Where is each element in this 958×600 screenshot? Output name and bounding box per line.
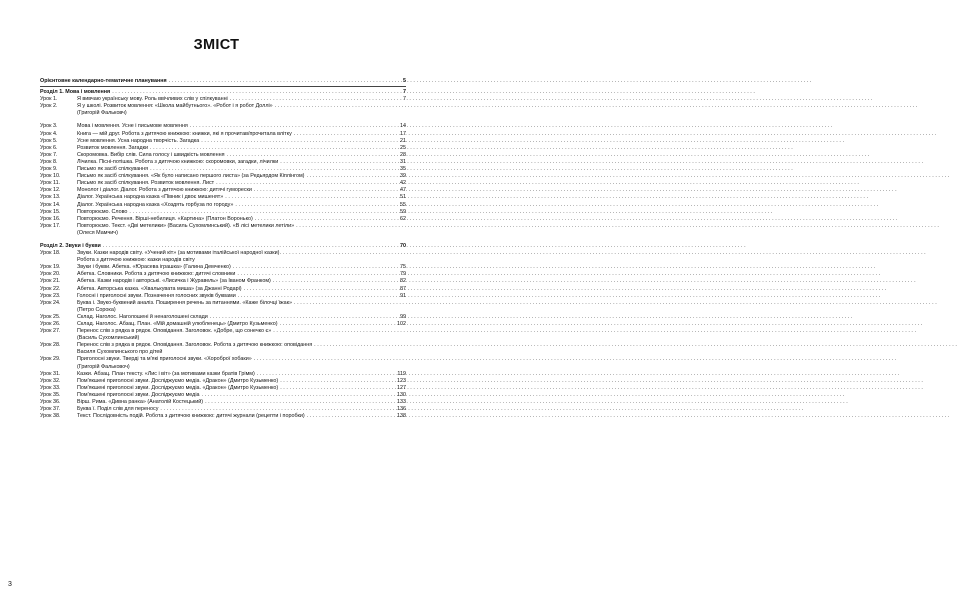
toc-lesson-label: Урок 32. (40, 377, 61, 384)
toc-entry (40, 138, 406, 145)
toc-lesson-label: Урок 24. (40, 299, 61, 306)
toc-entry (40, 257, 406, 264)
toc-section (40, 78, 406, 85)
toc-entry (40, 392, 406, 399)
dot-leader (237, 271, 396, 278)
toc-lesson-label: Урок 36. (40, 399, 61, 406)
toc-page-number: 25 (400, 144, 406, 151)
toc-entry-text: Я у школі. Розвиток мовлення: «Школа майбутнього». «Робот і я робот Доллі» (77, 103, 273, 110)
dot-leader (254, 187, 396, 194)
toc-entry (40, 123, 406, 130)
dot-leader (255, 216, 396, 223)
toc-lesson-label: Урок 29. (40, 356, 61, 363)
toc-page-number: 82 (400, 278, 406, 285)
toc-entry (40, 202, 406, 209)
toc-page-number: 59 (400, 208, 406, 215)
toc-entry-text: Василя Сухомлинського про дітей (77, 349, 163, 356)
toc-entry-text: Склад. Наголос. Наголошені й ненаголошені склади (77, 313, 208, 320)
toc-entry-text: (Василь Сухомлинський) (77, 335, 140, 342)
dot-leader (129, 209, 396, 216)
toc-page-number: 39 (400, 173, 406, 180)
toc-lesson-label: Урок 11. (40, 180, 61, 187)
toc-entry-text: Розділ 1. Мова і мовлення (40, 89, 111, 96)
toc-entry-text: Діалог. Українська народна казка «Хоздять горбуза по городу» (77, 201, 234, 208)
toc-entry (40, 230, 406, 237)
dot-leader (280, 385, 395, 392)
toc-entry-text: Письмо як засіб спілкування. «Як було написано першого листа» (за Редьярдом Кіплінгом) (77, 173, 305, 180)
toc-entry (40, 159, 406, 166)
dot-leader (244, 286, 396, 293)
toc-entry-text: Письмо як засіб спілкування. Розвиток мовлення. Лист (77, 180, 215, 187)
toc-entry (40, 314, 406, 321)
toc-page-number: 130 (397, 391, 406, 398)
page-number: 3 (8, 581, 12, 588)
dot-leader (294, 300, 396, 307)
toc-entry (40, 180, 406, 187)
toc-entry (40, 152, 406, 159)
toc-entry-text: Перенос слів з рядка в рядок. Оповідання. Заголовок. «Добре, що сонечко є» (77, 328, 272, 335)
toc-page-number: 7 (403, 96, 406, 103)
toc-entry-text: Повторюємо. Слово (77, 208, 128, 215)
dot-leader (112, 89, 396, 96)
toc-entry (40, 356, 406, 363)
toc-lesson-label: Урок 17. (40, 222, 61, 229)
toc-entry-text: Буква ї. Поділ слів для переносу (77, 406, 159, 413)
dot-leader (216, 180, 396, 187)
toc-entry-text: Пом'якшені приголосні звуки. Досліджуємо медіа. «Дракон» (Дмитро Кузьменко) (77, 377, 279, 384)
toc-entry-text: Скоромовка. Вибір слів. Сила голосу і швидкість мовлення (77, 151, 225, 158)
toc-page-number: 51 (400, 194, 406, 201)
toc-entry-text: Книга — мій друг. Робота з дитячою книжкою: книжки, які я прочитав/прочитала влітку (77, 130, 292, 137)
toc-page-number: 133 (397, 399, 406, 406)
toc-entry-text: Пом'якшені приголосні звуки. Досліджуємо медіа. «Дракон» (Дмитро Кузьменко) (77, 384, 279, 391)
toc-lesson-label: Урок 6. (40, 144, 58, 151)
toc-entry (40, 293, 406, 300)
toc-page-number: 70 (400, 242, 406, 249)
toc-lesson-label: Урок 10. (40, 173, 61, 180)
dot-leader (280, 321, 395, 328)
toc-entry-text: Буква і. Звуко-буквений аналіз. Поширення речень за питаннями. «Каже білочці їжак» (77, 299, 293, 306)
toc-entry-text: Повторюємо. Речення. Вірші-небилиця. «Картина» (Платон Воронько) (77, 215, 253, 222)
table-of-contents (40, 78, 406, 420)
toc-entry-text: Письмо як засіб спілкування (77, 166, 149, 173)
toc-entry-text: Текст. Послідовність подій. Робота з дитячою книжкою: дитячі журнали (рецепти і поробки) (77, 413, 305, 420)
toc-entry-text: Склад. Наголос. Абзац. План. «Мій домашній улюбленець» (Дмитро Кузьменко) (77, 321, 278, 327)
toc-lesson-label: Урок 35. (40, 391, 61, 398)
toc-lesson-label: Урок 2. (40, 103, 58, 110)
toc-entry-text: Орієнтовне календарно-тематичне планування (40, 78, 167, 84)
dot-leader (273, 278, 396, 285)
toc-lesson-label: Урок 14. (40, 201, 61, 208)
toc-page-number: 138 (397, 413, 406, 420)
toc-entry (40, 264, 406, 271)
toc-entry-text: Повторюємо. Текст. «Дві метелики» (Василь Сухомлинський). «В лісі метелики летіли» (77, 222, 295, 229)
toc-entry (40, 209, 406, 216)
toc-lesson-label: Урок 33. (40, 384, 61, 391)
toc-lesson-label: Урок 16. (40, 215, 61, 222)
dot-leader (280, 378, 395, 385)
dot-leader (205, 399, 395, 406)
toc-lesson-label: Урок 19. (40, 264, 61, 271)
toc-lesson-label: Урок 3. (40, 123, 58, 130)
toc-entry (40, 385, 406, 392)
toc-page-number: 21 (400, 137, 406, 144)
toc-entry (40, 110, 406, 117)
toc-page-number: 47 (400, 187, 406, 194)
toc-entry (40, 378, 406, 385)
toc-entry-text: Я вивчаю українську мову. Роль ввічливих слів у спілкуванні (77, 96, 228, 103)
dot-leader (294, 131, 396, 138)
toc-entry (40, 145, 406, 152)
toc-page-number: 5 (403, 78, 406, 84)
toc-entry (40, 349, 406, 356)
toc-entry-text: Абетка. Авторська казка. «Хвалькувата миша» (за Джанні Родарі) (77, 285, 242, 292)
toc-lesson-label: Урок 20. (40, 271, 61, 278)
toc-lesson-label: Урок 31. (40, 370, 61, 377)
toc-entry-text: Пом'якшені приголосні звуки. Досліджуємо медіа (77, 391, 200, 398)
toc-lesson-label: Урок 8. (40, 158, 58, 165)
toc-entry (40, 278, 406, 285)
toc-lesson-label: Урок 26. (40, 321, 61, 327)
page-title: ЗМІСТ (193, 37, 240, 53)
dot-leader (307, 413, 395, 420)
toc-entry (40, 307, 406, 314)
dot-leader (257, 371, 396, 378)
toc-entry-text: Голосні і приголосні звуки. Позначення голосних звуків буквами (77, 292, 236, 299)
dot-leader (296, 223, 396, 230)
toc-entry (40, 371, 406, 378)
dot-leader (150, 166, 396, 173)
toc-entry-text: Абетка. Казки народів і авторські. «Лисичка і Журавель» (за Іваном Франком) (77, 278, 271, 285)
toc-entry (40, 223, 406, 230)
dot-leader (227, 152, 396, 159)
toc-entry-text: (Петро Сорока) (77, 306, 116, 313)
toc-page-number: 14 (400, 123, 406, 130)
toc-entry-text: Звуки. Казки народів світу. «Учений кіт» (за мотивами італійської народної казки). (77, 250, 281, 257)
toc-page-number: 79 (400, 271, 406, 278)
toc-entry-text: Приголосні звуки. Тверді та м'які приголосні звуки. «Хороброї хобаки» (77, 356, 252, 363)
toc-page-number: 35 (400, 166, 406, 173)
toc-page-number: 31 (400, 158, 406, 165)
toc-entry (40, 173, 406, 180)
toc-entry-text: Звуки і букви. Абетка. «Юрасева іграшка» (Галина Демченко) (77, 264, 231, 271)
toc-entry (40, 187, 406, 194)
toc-entry-text: Перенос слів з рядка в рядок. Оповідання. Заголовок. Робота з дитячою книжкою: оповідання (77, 342, 313, 349)
toc-lesson-label: Урок 4. (40, 130, 58, 137)
toc-page-number: 99 (400, 313, 406, 320)
toc-entry-text: (Олеся Мамчич) (77, 229, 118, 236)
toc-page-number: 7 (403, 89, 406, 96)
toc-entry (40, 216, 406, 223)
toc-entry-text: Розділ 2. Звуки і букви (40, 242, 101, 249)
dot-leader (283, 250, 396, 257)
toc-entry (40, 300, 406, 307)
toc-page-number: 87 (400, 285, 406, 292)
dot-leader (235, 202, 396, 209)
dot-leader (150, 145, 396, 152)
toc-page-number: 17 (400, 130, 406, 137)
toc-entry (40, 194, 406, 201)
toc-entry (40, 271, 406, 278)
dot-leader (210, 314, 396, 321)
dot-leader (202, 392, 395, 399)
toc-page-number: 42 (400, 180, 406, 187)
toc-lesson-label: Урок 25. (40, 313, 61, 320)
toc-page-number: 75 (400, 264, 406, 271)
toc-lesson-label: Урок 15. (40, 208, 61, 215)
toc-entry (40, 364, 406, 371)
dot-leader (201, 138, 396, 145)
toc-entry-text: Мова і мовлення. Усне і письмове мовлення (77, 123, 188, 130)
toc-entry-text: Робота з дитячою книжкою: казки народів світу (77, 257, 195, 264)
dot-leader (254, 356, 396, 363)
toc-lesson-label: Урок 7. (40, 151, 58, 158)
dot-leader (280, 159, 396, 166)
dot-leader (225, 194, 396, 201)
toc-entry-text: Діалог. Українська народна казка «Півник і двоє мишенят» (77, 194, 224, 201)
toc-section (40, 89, 406, 96)
toc-entry-text: Вірш. Рима. «Дивна ранка» (Анатолій Костецький) (77, 399, 204, 406)
toc-lesson-label: Урок 27. (40, 328, 61, 335)
dot-leader (275, 103, 396, 110)
toc-entry-text: Розвиток мовлення. Загадки (77, 144, 148, 151)
toc-entry-text: (Григорій Фальковоч) (77, 363, 130, 370)
toc-entry (40, 321, 406, 328)
toc-entry-text: Казки. Абзац. План тексту. «Лис і віт» (за мотивами казки братів Грімм) (77, 370, 255, 377)
toc-lesson-label: Урок 18. (40, 250, 61, 257)
toc-lesson-label: Урок 23. (40, 292, 61, 299)
divider (40, 86, 406, 87)
toc-entry-text: Лічилка. Пісні-потішка. Робота з дитячою книжкою: скоромовки, загадки, лічилки (77, 158, 279, 165)
toc-page-number: 62 (400, 215, 406, 222)
dot-leader (233, 264, 396, 271)
toc-page-number: 136 (397, 406, 406, 413)
toc-lesson-label: Урок 13. (40, 194, 61, 201)
toc-lesson-label: Урок 5. (40, 137, 58, 144)
toc-entry-text: Усне мовлення. Усна народна творчість. Загадка (77, 137, 200, 144)
toc-lesson-label: Урок 21. (40, 278, 61, 285)
toc-entry (40, 335, 406, 342)
dot-leader (314, 342, 396, 349)
dot-leader (238, 293, 396, 300)
toc-entry-text: Абетка. Словники. Робота з дитячою книжкою: дитячі словники (77, 271, 236, 278)
toc-lesson-label: Урок 28. (40, 342, 61, 349)
toc-page-number: 127 (397, 384, 406, 391)
toc-lesson-label: Урок 9. (40, 166, 58, 173)
toc-page-number: 28 (400, 151, 406, 158)
dot-leader (190, 123, 396, 130)
toc-section (40, 243, 406, 250)
toc-page-number: 55 (400, 201, 406, 208)
toc-page-number: 119 (397, 370, 406, 377)
toc-entry (40, 131, 406, 138)
toc-entry (40, 250, 406, 257)
toc-lesson-label: Урок 37. (40, 406, 61, 413)
toc-lesson-label: Урок 1. (40, 96, 58, 103)
dot-leader (169, 78, 396, 85)
toc-page-number: 102 (397, 321, 406, 327)
toc-entry (40, 286, 406, 293)
toc-page-number: 91 (400, 292, 406, 299)
toc-entry (40, 399, 406, 406)
dot-leader (103, 243, 396, 250)
toc-lesson-label: Урок 38. (40, 413, 61, 420)
toc-page-number: 123 (397, 377, 406, 384)
dot-leader (306, 173, 396, 180)
toc-entry-text: Монолог і діалог. Діалог. Робота з дитячою книжкою: дитячі гуморески (77, 187, 252, 194)
dot-leader (273, 328, 396, 335)
toc-entry (40, 166, 406, 173)
toc-entry-text: (Григорій Фальковч) (77, 110, 127, 117)
toc-lesson-label: Урок 22. (40, 285, 61, 292)
toc-lesson-label: Урок 12. (40, 187, 61, 194)
toc-entry (40, 413, 406, 420)
